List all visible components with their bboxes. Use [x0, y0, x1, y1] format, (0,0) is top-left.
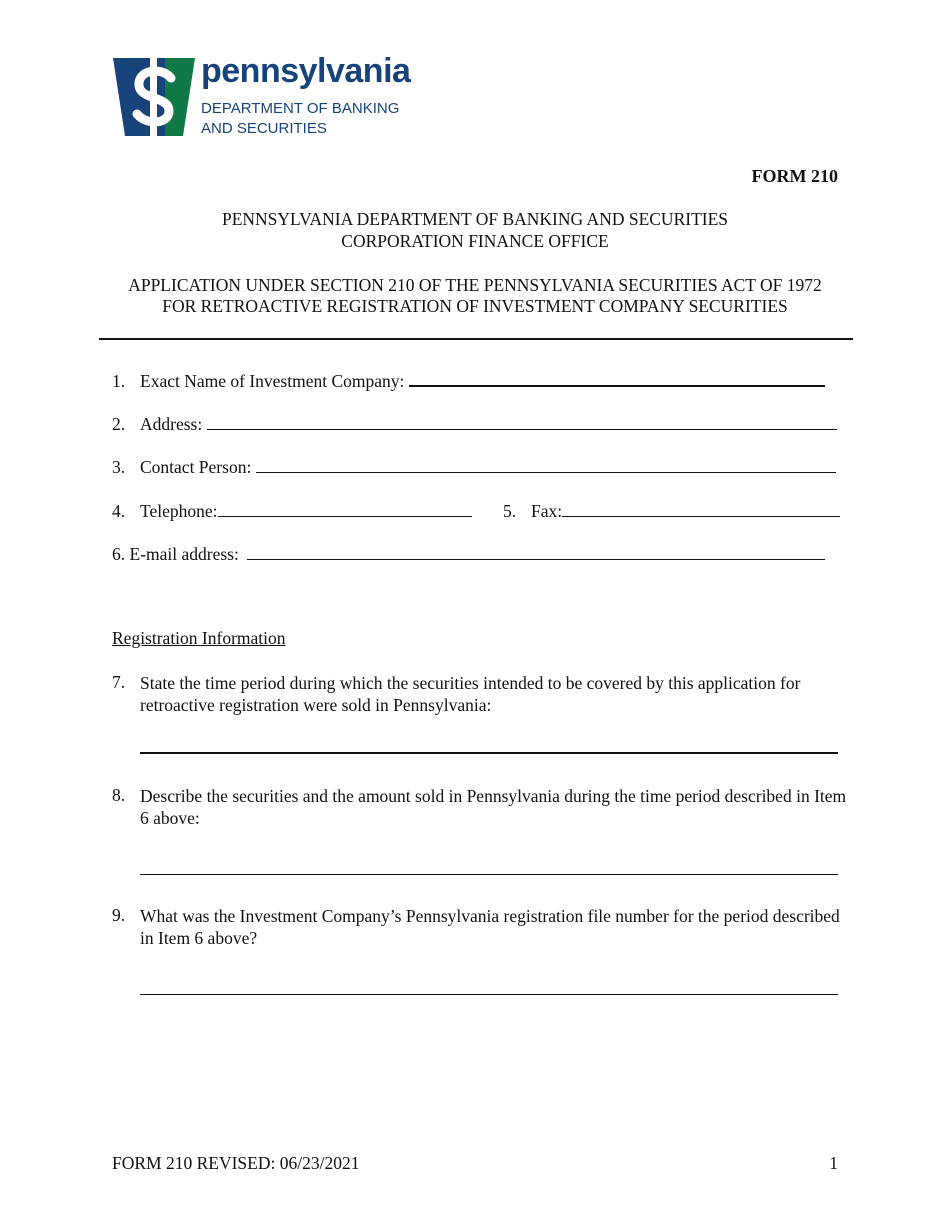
field-number: 1. — [112, 371, 126, 391]
field-number: 3. — [112, 457, 126, 477]
question-number: 7. — [112, 672, 126, 692]
question-7 — [112, 672, 857, 716]
field-number: 2. — [112, 414, 126, 434]
header-application-title: APPLICATION UNDER SECTION 210 OF THE PENNSYLVANIA SECURITIES ACT OF 1972 — [128, 275, 822, 295]
telephone-input[interactable] — [218, 502, 472, 517]
field-label: Contact Person: — [140, 457, 252, 477]
logo-subtitle-line1: DEPARTMENT OF BANKING — [201, 100, 400, 117]
header-office: CORPORATION FINANCE OFFICE — [341, 231, 609, 251]
question-9 — [112, 905, 857, 949]
field-fax — [503, 501, 840, 522]
header-application-subtitle: FOR RETROACTIVE REGISTRATION OF INVESTMENT COMPANY SECURITIES — [162, 296, 788, 316]
logo-subtitle-line2: AND SECURITIES — [201, 120, 327, 137]
field-address — [112, 414, 837, 435]
field-company-name — [112, 371, 825, 392]
header-department: PENNSYLVANIA DEPARTMENT OF BANKING AND SECURITIES — [221, 209, 729, 229]
question-number: 9. — [112, 905, 126, 925]
company-name-input[interactable] — [409, 371, 825, 387]
field-label: E-mail address: — [129, 544, 239, 564]
field-contact-person — [112, 457, 836, 478]
question-text: State the time period during which the securities intended to be covered by this application for retroactive registration were sold in Pennsylvania: — [140, 673, 801, 715]
form-number: FORM 210 — [751, 166, 838, 186]
field-number: 4. — [112, 501, 126, 521]
field-label: Address: — [140, 414, 203, 434]
field-number: 6. — [112, 544, 126, 564]
logo-wordmark: pennsylvania — [201, 52, 411, 90]
email-input[interactable] — [247, 545, 825, 560]
question-number: 8. — [112, 785, 126, 805]
answer-line-9[interactable] — [140, 994, 838, 995]
fax-input[interactable] — [562, 502, 840, 517]
field-label: Fax: — [531, 501, 563, 521]
question-text: What was the Investment Company’s Pennsylvania registration file number for the period described in Item 6 above? — [140, 906, 840, 948]
field-label: Exact Name of Investment Company: — [140, 371, 405, 391]
page-number: 1 — [829, 1153, 838, 1173]
address-input[interactable] — [207, 415, 837, 430]
section-title-registration: Registration Information — [112, 628, 286, 648]
pa-dobs-logo — [113, 52, 433, 140]
field-telephone — [112, 501, 472, 522]
answer-line-8[interactable] — [140, 874, 838, 875]
field-number: 5. — [503, 501, 517, 521]
header-divider — [99, 338, 853, 340]
contact-person-input[interactable] — [256, 458, 836, 473]
answer-line-7[interactable] — [140, 752, 838, 754]
keystone-dollar-icon — [113, 56, 195, 138]
field-label: Telephone: — [140, 501, 218, 521]
field-email — [112, 544, 825, 565]
question-text: Describe the securities and the amount sold in Pennsylvania during the time period described in Item 6 above: — [140, 786, 847, 828]
question-8 — [112, 785, 857, 829]
footer-revision: FORM 210 REVISED: 06/23/2021 — [112, 1153, 360, 1173]
